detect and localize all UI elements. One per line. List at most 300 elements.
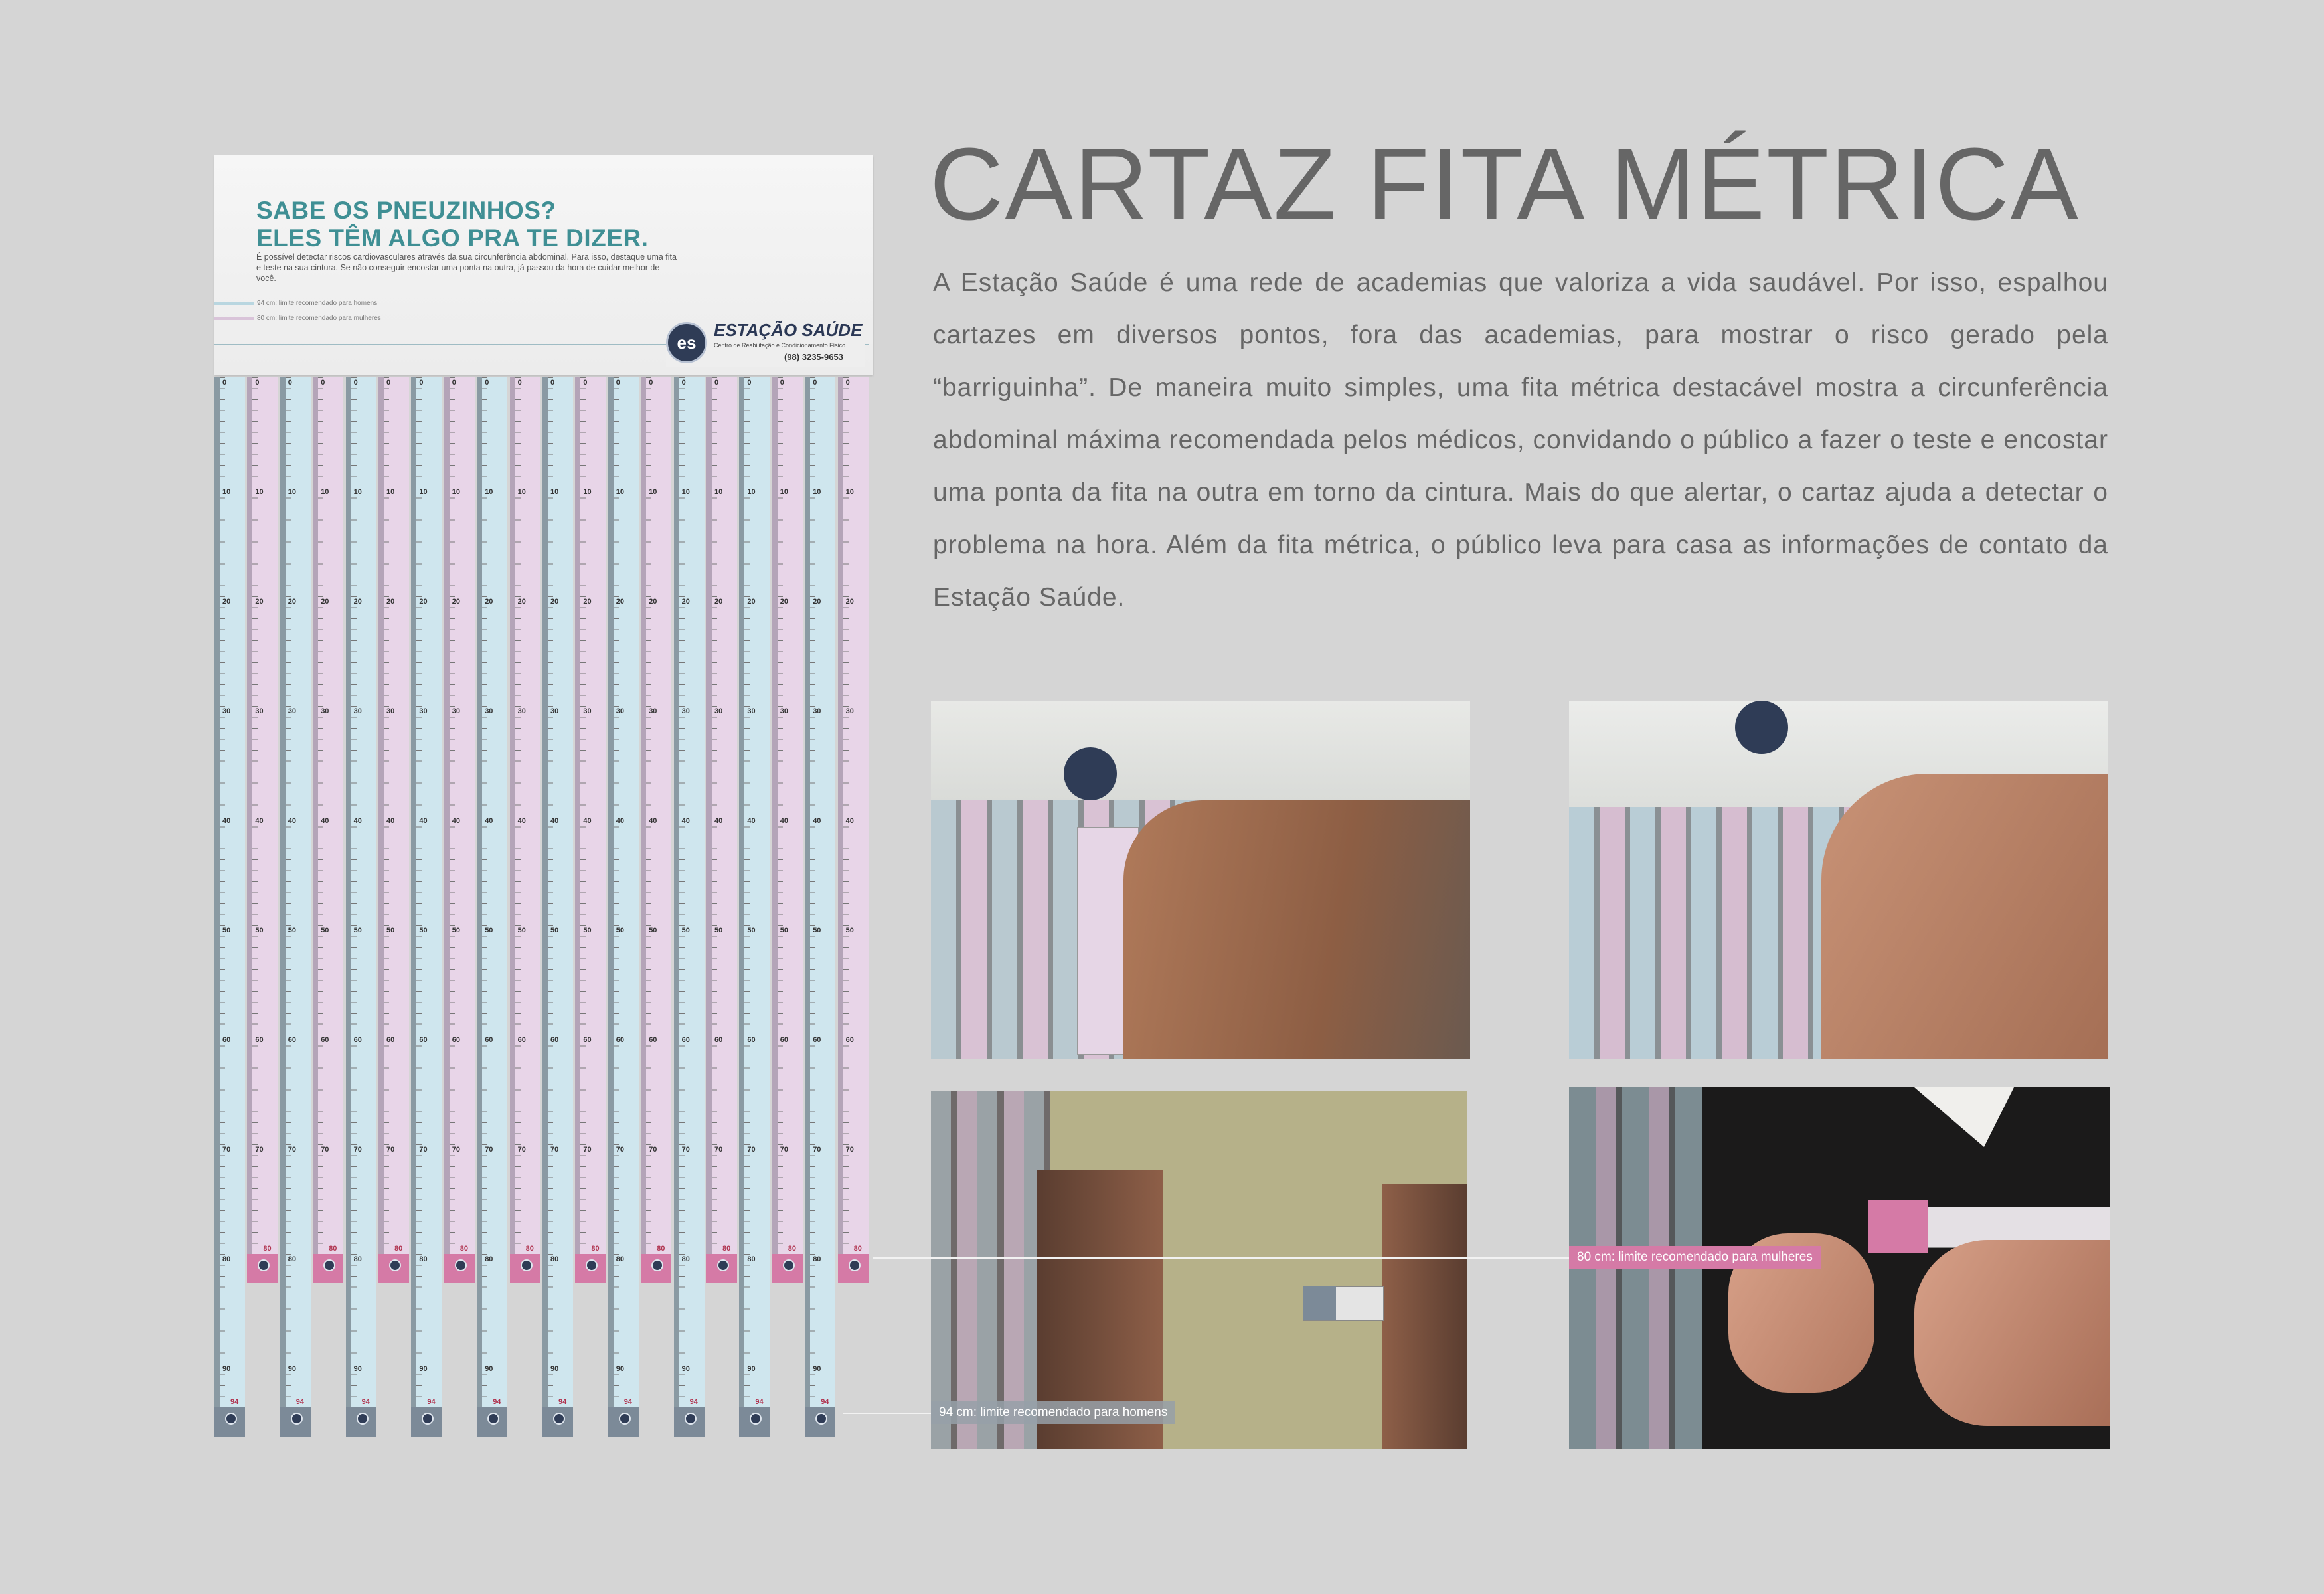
tape-tear-tab[interactable] [805, 1407, 835, 1437]
tape-tick-label: 40 [681, 817, 690, 825]
page-title: CARTAZ FITA MÉTRICA [930, 127, 2080, 241]
tape-tick-label: 80 [222, 1255, 231, 1263]
tape-tick-label: 50 [747, 927, 756, 934]
tape-tick-label: 30 [649, 707, 657, 715]
tape-tear-tab[interactable] [444, 1254, 475, 1283]
brand-logo-icon [651, 1259, 663, 1271]
tape-tick-label: 70 [386, 1146, 395, 1154]
callout-men-limit: 94 cm: limite recomendado para homens [931, 1401, 1175, 1424]
tape-tick-label: 20 [517, 598, 526, 606]
tape-tick-label: 60 [386, 1036, 395, 1044]
tape-tick-label: 60 [780, 1036, 789, 1044]
tape-tick-label: 10 [419, 488, 428, 496]
photo-1-logo-icon [1064, 747, 1117, 800]
tape-tick-label: 70 [649, 1146, 657, 1154]
tape-tick-label: 0 [452, 379, 456, 387]
tape-tear-tab[interactable] [739, 1407, 770, 1437]
tape-women-limit-label: 80 [591, 1245, 600, 1253]
tape-men-limit-label: 94 [558, 1398, 567, 1406]
tape-tick-label: 50 [813, 927, 821, 934]
poster-headline-1: SABE OS PNEUZINHOS? [256, 197, 556, 224]
tape-men-limit-label: 94 [361, 1398, 370, 1406]
tape-strip-men[interactable] [805, 377, 835, 1437]
tape-tick-label: 60 [845, 1036, 854, 1044]
tape-tick-label: 60 [681, 1036, 690, 1044]
tape-scale [679, 377, 705, 1407]
tape-rail [346, 377, 351, 1407]
photo-man-measuring-waist [931, 1091, 1467, 1449]
tape-tick-label: 0 [813, 379, 817, 387]
tape-rail [542, 377, 548, 1407]
tape-tick-label: 10 [321, 488, 329, 496]
tape-tick-label: 90 [288, 1365, 297, 1373]
tape-tear-tab[interactable] [346, 1407, 376, 1437]
tape-scale [286, 377, 311, 1407]
tape-tick-label: 0 [353, 379, 358, 387]
tape-tick-label: 30 [616, 707, 625, 715]
tape-strip-women[interactable] [838, 377, 869, 1283]
legend-men [214, 300, 377, 307]
tape-tick-label: 10 [681, 488, 690, 496]
tape-rail [444, 377, 450, 1254]
tape-strip-women[interactable] [772, 377, 803, 1283]
tape-scale [548, 377, 573, 1407]
tape-strip-women[interactable] [575, 377, 606, 1283]
tape-tick-label: 40 [714, 817, 723, 825]
tape-tick-label: 10 [616, 488, 625, 496]
tape-rail [805, 377, 810, 1407]
legend-men-label: 94 cm: limite recomendado para homens [257, 300, 378, 307]
tape-women-limit-label: 80 [657, 1245, 665, 1253]
tape-tick-label: 50 [255, 927, 264, 934]
tape-tick-label: 60 [747, 1036, 756, 1044]
tape-tear-tab[interactable] [510, 1254, 540, 1283]
tape-rail [411, 377, 416, 1407]
tape-rail [477, 377, 482, 1407]
tape-tick-label: 90 [485, 1365, 493, 1373]
women-limit-guide-line [873, 1257, 1569, 1259]
tape-tick-label: 10 [517, 488, 526, 496]
tape-strip-men[interactable] [674, 377, 705, 1437]
tape-men-limit-label: 94 [230, 1398, 239, 1406]
tape-tick-label: 80 [813, 1255, 821, 1263]
poster-header [214, 155, 873, 375]
tape-tick-label: 60 [419, 1036, 428, 1044]
tape-tick-label: 0 [747, 379, 752, 387]
tape-tick-label: 30 [780, 707, 789, 715]
tape-tear-tab[interactable] [411, 1407, 442, 1437]
men-limit-guide-line [843, 1413, 931, 1414]
tape-tick-label: 60 [583, 1036, 592, 1044]
tape-tick-label: 70 [747, 1146, 756, 1154]
tape-tick-label: 0 [321, 379, 325, 387]
tape-tick-label: 90 [222, 1365, 231, 1373]
brand-logo-icon [455, 1259, 467, 1271]
brand-logo-icon [553, 1413, 565, 1425]
tape-tick-label: 10 [550, 488, 559, 496]
tape-tick-label: 90 [616, 1365, 625, 1373]
tape-rail [575, 377, 580, 1254]
tape-tick-label: 0 [616, 379, 620, 387]
tape-women-limit-label: 80 [329, 1245, 337, 1253]
tape-tick-label: 10 [583, 488, 592, 496]
tape-scale [351, 377, 376, 1407]
tape-tick-label: 20 [649, 598, 657, 606]
tape-tick-label: 50 [616, 927, 625, 934]
tape-tick-label: 90 [813, 1365, 821, 1373]
tape-tick-label: 10 [780, 488, 789, 496]
tape-tick-label: 90 [353, 1365, 362, 1373]
tape-tick-label: 20 [255, 598, 264, 606]
brand-logo-icon [619, 1413, 631, 1425]
tape-women-limit-label: 80 [788, 1245, 797, 1253]
tape-men-limit-label: 94 [493, 1398, 501, 1406]
tape-tick-label: 0 [780, 379, 784, 387]
tape-strip-men[interactable] [477, 377, 507, 1437]
tape-tick-label: 0 [517, 379, 522, 387]
brand-block [666, 320, 865, 367]
tape-tick-label: 10 [222, 488, 231, 496]
tape-scale [810, 377, 835, 1407]
tape-tick-label: 20 [616, 598, 625, 606]
tape-tick-label: 50 [649, 927, 657, 934]
tape-tick-label: 70 [616, 1146, 625, 1154]
tape-tick-label: 20 [550, 598, 559, 606]
tape-tick-label: 70 [485, 1146, 493, 1154]
tape-men-limit-label: 94 [755, 1398, 764, 1406]
tape-rail [674, 377, 679, 1407]
tape-tick-label: 0 [419, 379, 424, 387]
tape-rail [510, 377, 515, 1254]
tape-tear-tab[interactable] [641, 1254, 671, 1283]
tape-scale [712, 377, 737, 1254]
photo-2-hand [1821, 774, 2108, 1059]
tape-tick-label: 40 [353, 817, 362, 825]
tape-women-limit-label: 80 [853, 1245, 862, 1253]
tape-tick-label: 50 [386, 927, 395, 934]
tape-tick-label: 50 [353, 927, 362, 934]
tape-tick-label: 40 [452, 817, 461, 825]
brand-logo-icon [717, 1259, 729, 1271]
tape-tick-label: 50 [714, 927, 723, 934]
tape-tear-tab[interactable] [575, 1254, 606, 1283]
tape-strip-men[interactable] [542, 377, 573, 1437]
tape-tick-label: 50 [681, 927, 690, 934]
tape-tick-label: 20 [485, 598, 493, 606]
tape-tick-label: 70 [288, 1146, 297, 1154]
tape-rail [247, 377, 252, 1254]
tape-tear-tab[interactable] [608, 1407, 639, 1437]
tape-tear-tab[interactable] [313, 1254, 343, 1283]
photo-1-arm [1123, 800, 1470, 1059]
tape-tick-label: 50 [550, 927, 559, 934]
brand-logo-icon [521, 1259, 533, 1271]
tape-strip-women[interactable] [313, 377, 343, 1283]
brand-logo-icon [783, 1259, 795, 1271]
tape-tick-label: 70 [222, 1146, 231, 1154]
tape-tick-label: 80 [550, 1255, 559, 1263]
legend-women-swatch [214, 317, 254, 320]
tape-tick-label: 10 [452, 488, 461, 496]
tape-tick-label: 40 [386, 817, 395, 825]
photo-4-tape-tab [1868, 1200, 1928, 1253]
tape-tick-label: 20 [714, 598, 723, 606]
tape-tick-label: 10 [386, 488, 395, 496]
tape-tick-label: 30 [255, 707, 264, 715]
tape-tick-label: 10 [353, 488, 362, 496]
callout-women-limit: 80 cm: limite recomendado para mulheres [1569, 1246, 1821, 1269]
tape-tick-label: 20 [353, 598, 362, 606]
tape-strip-women[interactable] [510, 377, 540, 1283]
tape-strip-men[interactable] [346, 377, 376, 1437]
brand-logo-icon [750, 1413, 762, 1425]
tape-tear-tab[interactable] [378, 1254, 409, 1283]
tape-scale [416, 377, 442, 1407]
tape-tick-label: 60 [222, 1036, 231, 1044]
tape-tick-label: 0 [485, 379, 489, 387]
tape-strip-women[interactable] [247, 377, 278, 1283]
tape-tick-label: 10 [255, 488, 264, 496]
tape-tick-label: 10 [845, 488, 854, 496]
tape-tick-label: 60 [517, 1036, 526, 1044]
brand-phone: (98) 3235-9653 [784, 352, 843, 362]
tape-tick-label: 30 [714, 707, 723, 715]
tape-scale [744, 377, 770, 1407]
tape-tick-label: 30 [485, 707, 493, 715]
photo-4-hand-right [1914, 1240, 2110, 1426]
tape-men-limit-label: 94 [427, 1398, 436, 1406]
tape-tick-label: 40 [649, 817, 657, 825]
tape-tick-label: 40 [583, 817, 592, 825]
tape-tick-label: 70 [714, 1146, 723, 1154]
tape-tick-label: 10 [813, 488, 821, 496]
tape-tick-label: 30 [583, 707, 592, 715]
tape-men-limit-label: 94 [623, 1398, 633, 1406]
tape-strip-women[interactable] [641, 377, 671, 1283]
tape-tick-label: 40 [255, 817, 264, 825]
tape-tick-label: 30 [386, 707, 395, 715]
tape-tear-tab[interactable] [280, 1407, 311, 1437]
brand-logo-icon [258, 1259, 270, 1271]
tape-tick-label: 20 [747, 598, 756, 606]
tape-strip-women[interactable] [706, 377, 737, 1283]
tape-tick-label: 30 [452, 707, 461, 715]
tape-tear-tab[interactable] [772, 1254, 803, 1283]
tape-scale [252, 377, 278, 1254]
tape-tear-tab[interactable] [674, 1407, 705, 1437]
tape-tear-tab[interactable] [706, 1254, 737, 1283]
tape-tick-label: 40 [780, 817, 789, 825]
tape-tick-label: 70 [583, 1146, 592, 1154]
tape-scale [318, 377, 343, 1254]
tape-tick-label: 20 [583, 598, 592, 606]
tape-tick-label: 80 [288, 1255, 297, 1263]
brand-logo-icon [815, 1413, 827, 1425]
tape-women-limit-label: 80 [263, 1245, 272, 1253]
tape-scale [482, 377, 507, 1407]
tape-scale [450, 377, 475, 1254]
tape-men-limit-label: 94 [821, 1398, 829, 1406]
tape-tick-label: 20 [222, 598, 231, 606]
brand-logo-icon [323, 1259, 335, 1271]
tape-tick-label: 60 [255, 1036, 264, 1044]
tape-strip-women[interactable] [444, 377, 475, 1283]
tape-rail [706, 377, 712, 1254]
tape-tick-label: 20 [681, 598, 690, 606]
tape-women-limit-label: 80 [525, 1245, 534, 1253]
tape-strip-men[interactable] [411, 377, 442, 1437]
legend-men-swatch [214, 302, 254, 305]
tape-strip-men[interactable] [739, 377, 770, 1437]
tape-tick-label: 20 [419, 598, 428, 606]
poster-headline-2: ELES TÊM ALGO PRA TE DIZER. [256, 224, 649, 252]
tape-scale [580, 377, 606, 1254]
tape-tick-label: 70 [517, 1146, 526, 1154]
tape-strip-men[interactable] [214, 377, 245, 1437]
tape-tear-tab[interactable] [247, 1254, 278, 1283]
tape-tick-label: 0 [550, 379, 555, 387]
poster-body-text: É possível detectar riscos cardiovasculares através da sua circunferência abdominal. Para isso, destaque uma fita e teste na sua cintura. Se não conseguir encostar uma ponta na outra, já passou da hora de cuidar melhor de você. [256, 252, 677, 283]
tape-tick-label: 60 [353, 1036, 362, 1044]
tape-tick-label: 10 [747, 488, 756, 496]
photo-3-arm-right [1382, 1184, 1467, 1449]
tape-tick-label: 40 [845, 817, 854, 825]
brand-logo-icon: es [666, 322, 707, 363]
tape-tear-tab[interactable] [542, 1407, 573, 1437]
tape-tick-label: 30 [845, 707, 854, 715]
tape-tick-label: 0 [714, 379, 719, 387]
tape-tick-label: 40 [321, 817, 329, 825]
tape-tick-label: 40 [813, 817, 821, 825]
brand-logo-icon [685, 1413, 697, 1425]
tape-tick-label: 70 [681, 1146, 690, 1154]
tape-tick-label: 80 [419, 1255, 428, 1263]
tape-scale [220, 377, 245, 1407]
tape-tick-label: 0 [845, 379, 850, 387]
tape-tick-label: 70 [419, 1146, 428, 1154]
tape-scale [614, 377, 639, 1407]
tape-tick-label: 50 [321, 927, 329, 934]
tape-tick-label: 20 [288, 598, 297, 606]
tape-tick-label: 90 [550, 1365, 559, 1373]
tape-tick-label: 90 [681, 1365, 690, 1373]
tape-tick-label: 10 [649, 488, 657, 496]
tape-tick-label: 30 [321, 707, 329, 715]
tape-tick-label: 0 [386, 379, 391, 387]
photo-hand-detaching-tape [1569, 701, 2108, 1059]
tape-rail [214, 377, 220, 1407]
tape-tick-label: 40 [550, 817, 559, 825]
tape-tick-label: 30 [222, 707, 231, 715]
tape-tick-label: 30 [517, 707, 526, 715]
tape-tick-label: 50 [222, 927, 231, 934]
tape-tick-label: 90 [747, 1365, 756, 1373]
tape-tick-label: 60 [649, 1036, 657, 1044]
legend-women-label: 80 cm: limite recomendado para mulheres [257, 315, 381, 322]
tape-tear-tab[interactable] [477, 1407, 507, 1437]
tape-tick-label: 50 [517, 927, 526, 934]
tape-tick-label: 20 [780, 598, 789, 606]
tape-tick-label: 90 [419, 1365, 428, 1373]
tape-strip-women[interactable] [378, 377, 409, 1283]
page-description: A Estação Saúde é uma rede de academias que valoriza a vida saudável. Por isso, espalhou cartazes em diversos pontos, fora das academias, para mostrar o risco gerado pela “barriguinha”. De maneira muito simples, uma fita métrica destacável mostra a circunferência abdominal máxima recomendada pelos médicos, convidando o público a fazer o teste e encostar uma ponta da fita na outra em torno da cintura. Mais do que alertar, o cartaz ajuda a detectar o problema na hora. Além da fita métrica, o público leva para casa as informações de contato da Estação Saúde. [933, 268, 2108, 612]
brand-logo-icon [586, 1259, 598, 1271]
tape-rail [641, 377, 646, 1254]
brand-subtitle: Centro de Reabilitação e Condicionamento Físico [714, 342, 846, 349]
tape-tick-label: 40 [485, 817, 493, 825]
tape-tick-label: 70 [550, 1146, 559, 1154]
tape-tick-label: 60 [321, 1036, 329, 1044]
tape-women-limit-label: 80 [722, 1245, 731, 1253]
tape-scale [384, 377, 409, 1254]
tape-tick-label: 20 [813, 598, 821, 606]
brand-logo-icon [357, 1413, 369, 1425]
tape-tick-label: 60 [616, 1036, 625, 1044]
poster [214, 155, 873, 1449]
tape-scale [515, 377, 540, 1254]
tape-women-limit-label: 80 [394, 1245, 403, 1253]
tape-tick-label: 10 [288, 488, 297, 496]
tape-tick-label: 50 [288, 927, 297, 934]
tape-tick-label: 80 [353, 1255, 362, 1263]
tape-tick-label: 20 [386, 598, 395, 606]
tape-tick-label: 80 [485, 1255, 493, 1263]
brand-logo-icon [291, 1413, 303, 1425]
tape-rail [608, 377, 614, 1407]
tape-rail [313, 377, 318, 1254]
tape-tick-label: 0 [222, 379, 227, 387]
tape-tick-label: 80 [616, 1255, 625, 1263]
tape-tick-label: 50 [583, 927, 592, 934]
tape-tick-label: 0 [681, 379, 686, 387]
tape-tick-label: 0 [649, 379, 653, 387]
tape-tear-tab[interactable] [214, 1407, 245, 1437]
photo-hand-tearing-tape [931, 701, 1470, 1059]
tape-tick-label: 70 [452, 1146, 461, 1154]
tape-tear-tab[interactable] [838, 1254, 869, 1283]
tape-tick-label: 70 [845, 1146, 854, 1154]
tape-tick-label: 50 [452, 927, 461, 934]
tape-tick-label: 30 [353, 707, 362, 715]
tape-tick-label: 80 [681, 1255, 690, 1263]
tape-tick-label: 40 [517, 817, 526, 825]
photo-3-tapes-background [931, 1091, 1050, 1449]
tape-tick-label: 70 [321, 1146, 329, 1154]
tape-scale [778, 377, 803, 1254]
tape-tick-label: 40 [616, 817, 625, 825]
tape-tick-label: 10 [485, 488, 493, 496]
tape-tick-label: 70 [353, 1146, 362, 1154]
tape-scale [843, 377, 869, 1254]
brand-name: ESTAÇÃO SAÚDE [714, 320, 863, 340]
tape-tick-label: 60 [550, 1036, 559, 1044]
tape-tick-label: 60 [714, 1036, 723, 1044]
tape-tick-label: 20 [321, 598, 329, 606]
tape-tick-label: 10 [714, 488, 723, 496]
tape-scale [646, 377, 671, 1254]
tape-tick-label: 70 [780, 1146, 789, 1154]
tape-strip-men[interactable] [608, 377, 639, 1437]
tape-tick-label: 50 [845, 927, 854, 934]
tape-tick-label: 40 [419, 817, 428, 825]
tape-women-limit-label: 80 [459, 1245, 469, 1253]
tape-tick-label: 40 [747, 817, 756, 825]
tape-tick-label: 80 [747, 1255, 756, 1263]
tape-tick-label: 40 [222, 817, 231, 825]
tape-rail [739, 377, 744, 1407]
tape-tick-label: 50 [485, 927, 493, 934]
tape-strip-men[interactable] [280, 377, 311, 1437]
